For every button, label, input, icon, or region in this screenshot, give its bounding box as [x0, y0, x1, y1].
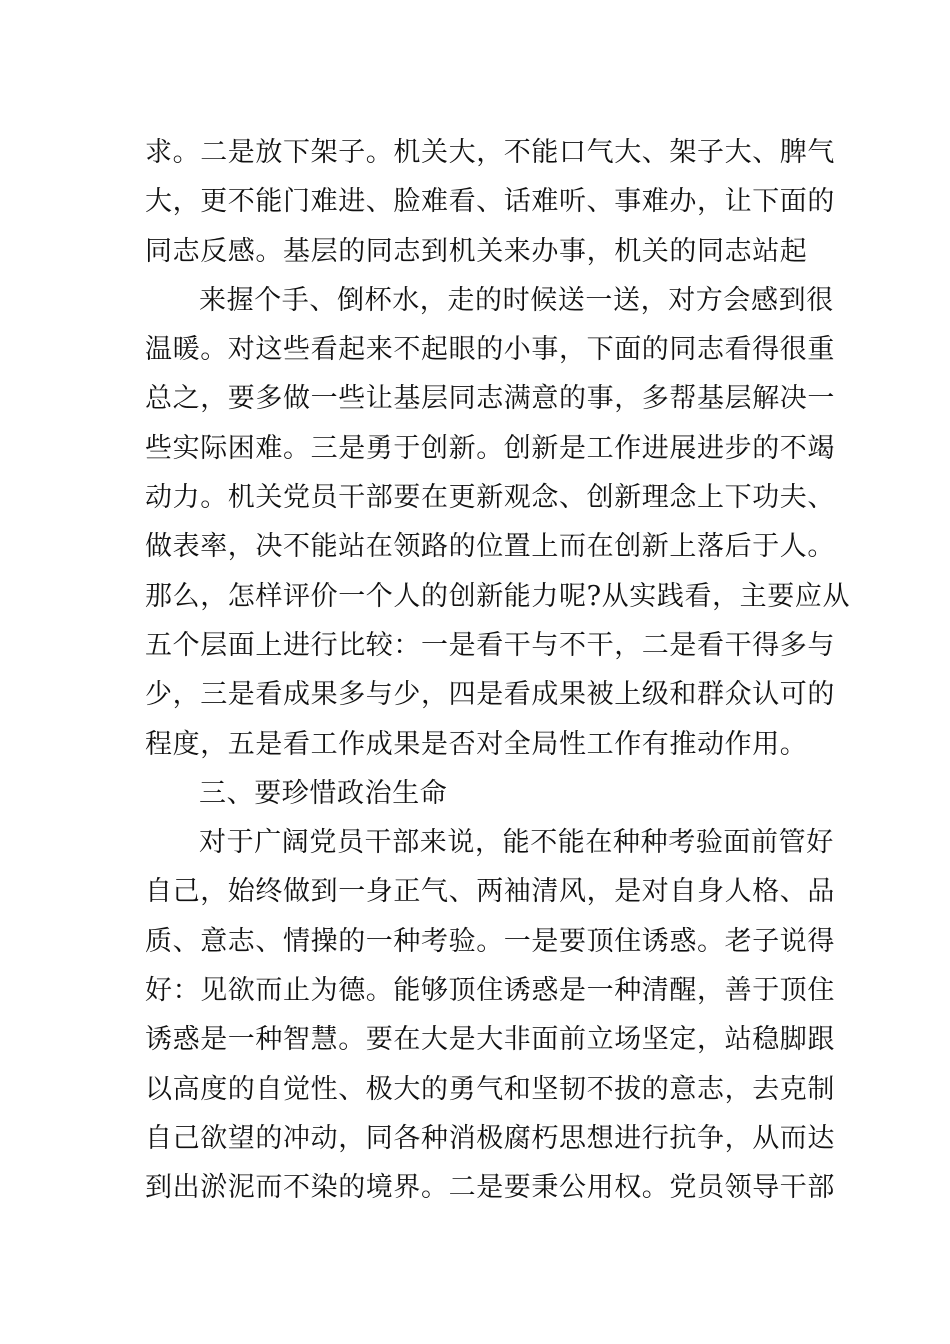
text-line: 自己欲望的冲动，同各种消极腐朽思想进行抗争，从而达 [145, 1122, 835, 1154]
text-line: 那么，怎样评价一个人的创新能力呢?从实践看，主要应从 [145, 580, 851, 612]
text-line: 求。二是放下架子。机关大，不能口气大、架子大、脾气 [145, 137, 835, 168]
text-line: 同志反感。基层的同志到机关来办事，机关的同志站起 [145, 235, 808, 267]
text-line: 做表率，决不能站在领路的位置上而在创新上落后于人。 [145, 531, 835, 563]
text-line: 到出淤泥而不染的境界。二是要秉公用权。党员领导干部 [145, 1172, 835, 1204]
text-line: 好：见欲而止为德。能够顶住诱惑是一种清醒，善于顶住 [145, 975, 835, 1007]
text-line: 诱惑是一种智慧。要在大是大非面前立场坚定，站稳脚跟 [145, 1024, 835, 1056]
text-line: 动力。机关党员干部要在更新观念、创新理念上下功夫、 [145, 482, 835, 514]
text-line: 些实际困难。三是勇于创新。创新是工作进展进步的不竭 [145, 432, 835, 464]
text-line: 质、意志、情操的一种考验。一是要顶住诱惑。老子说得 [145, 925, 835, 957]
text-line: 五个层面上进行比较：一是看干与不干，二是看干得多与 [145, 629, 835, 661]
text-line: 以高度的自觉性、极大的勇气和坚韧不拔的意志，去克制 [145, 1073, 835, 1105]
section-heading: 三、要珍惜政治生命 [199, 777, 448, 809]
text-line: 温暖。对这些看起来不起眼的小事，下面的同志看得很重 [145, 334, 835, 366]
text-line: 大，更不能门难进、脸难看、话难听、事难办，让下面的 [145, 186, 835, 218]
text-line: 总之，要多做一些让基层同志满意的事，多帮基层解决一 [145, 383, 835, 415]
text-line: 少，三是看成果多与少，四是看成果被上级和群众认可的 [145, 679, 835, 711]
text-line: 来握个手、倒杯水，走的时候送一送，对方会感到很 [199, 284, 834, 316]
text-line: 自己，始终做到一身正气、两袖清风，是对自身人格、品 [145, 876, 835, 908]
text-line: 对于广阔党员干部来说，能不能在种种考验面前管好 [199, 827, 834, 859]
text-line: 程度，五是看工作成果是否对全局性工作有推动作用。 [145, 728, 808, 760]
body-text [145, 128, 851, 1213]
